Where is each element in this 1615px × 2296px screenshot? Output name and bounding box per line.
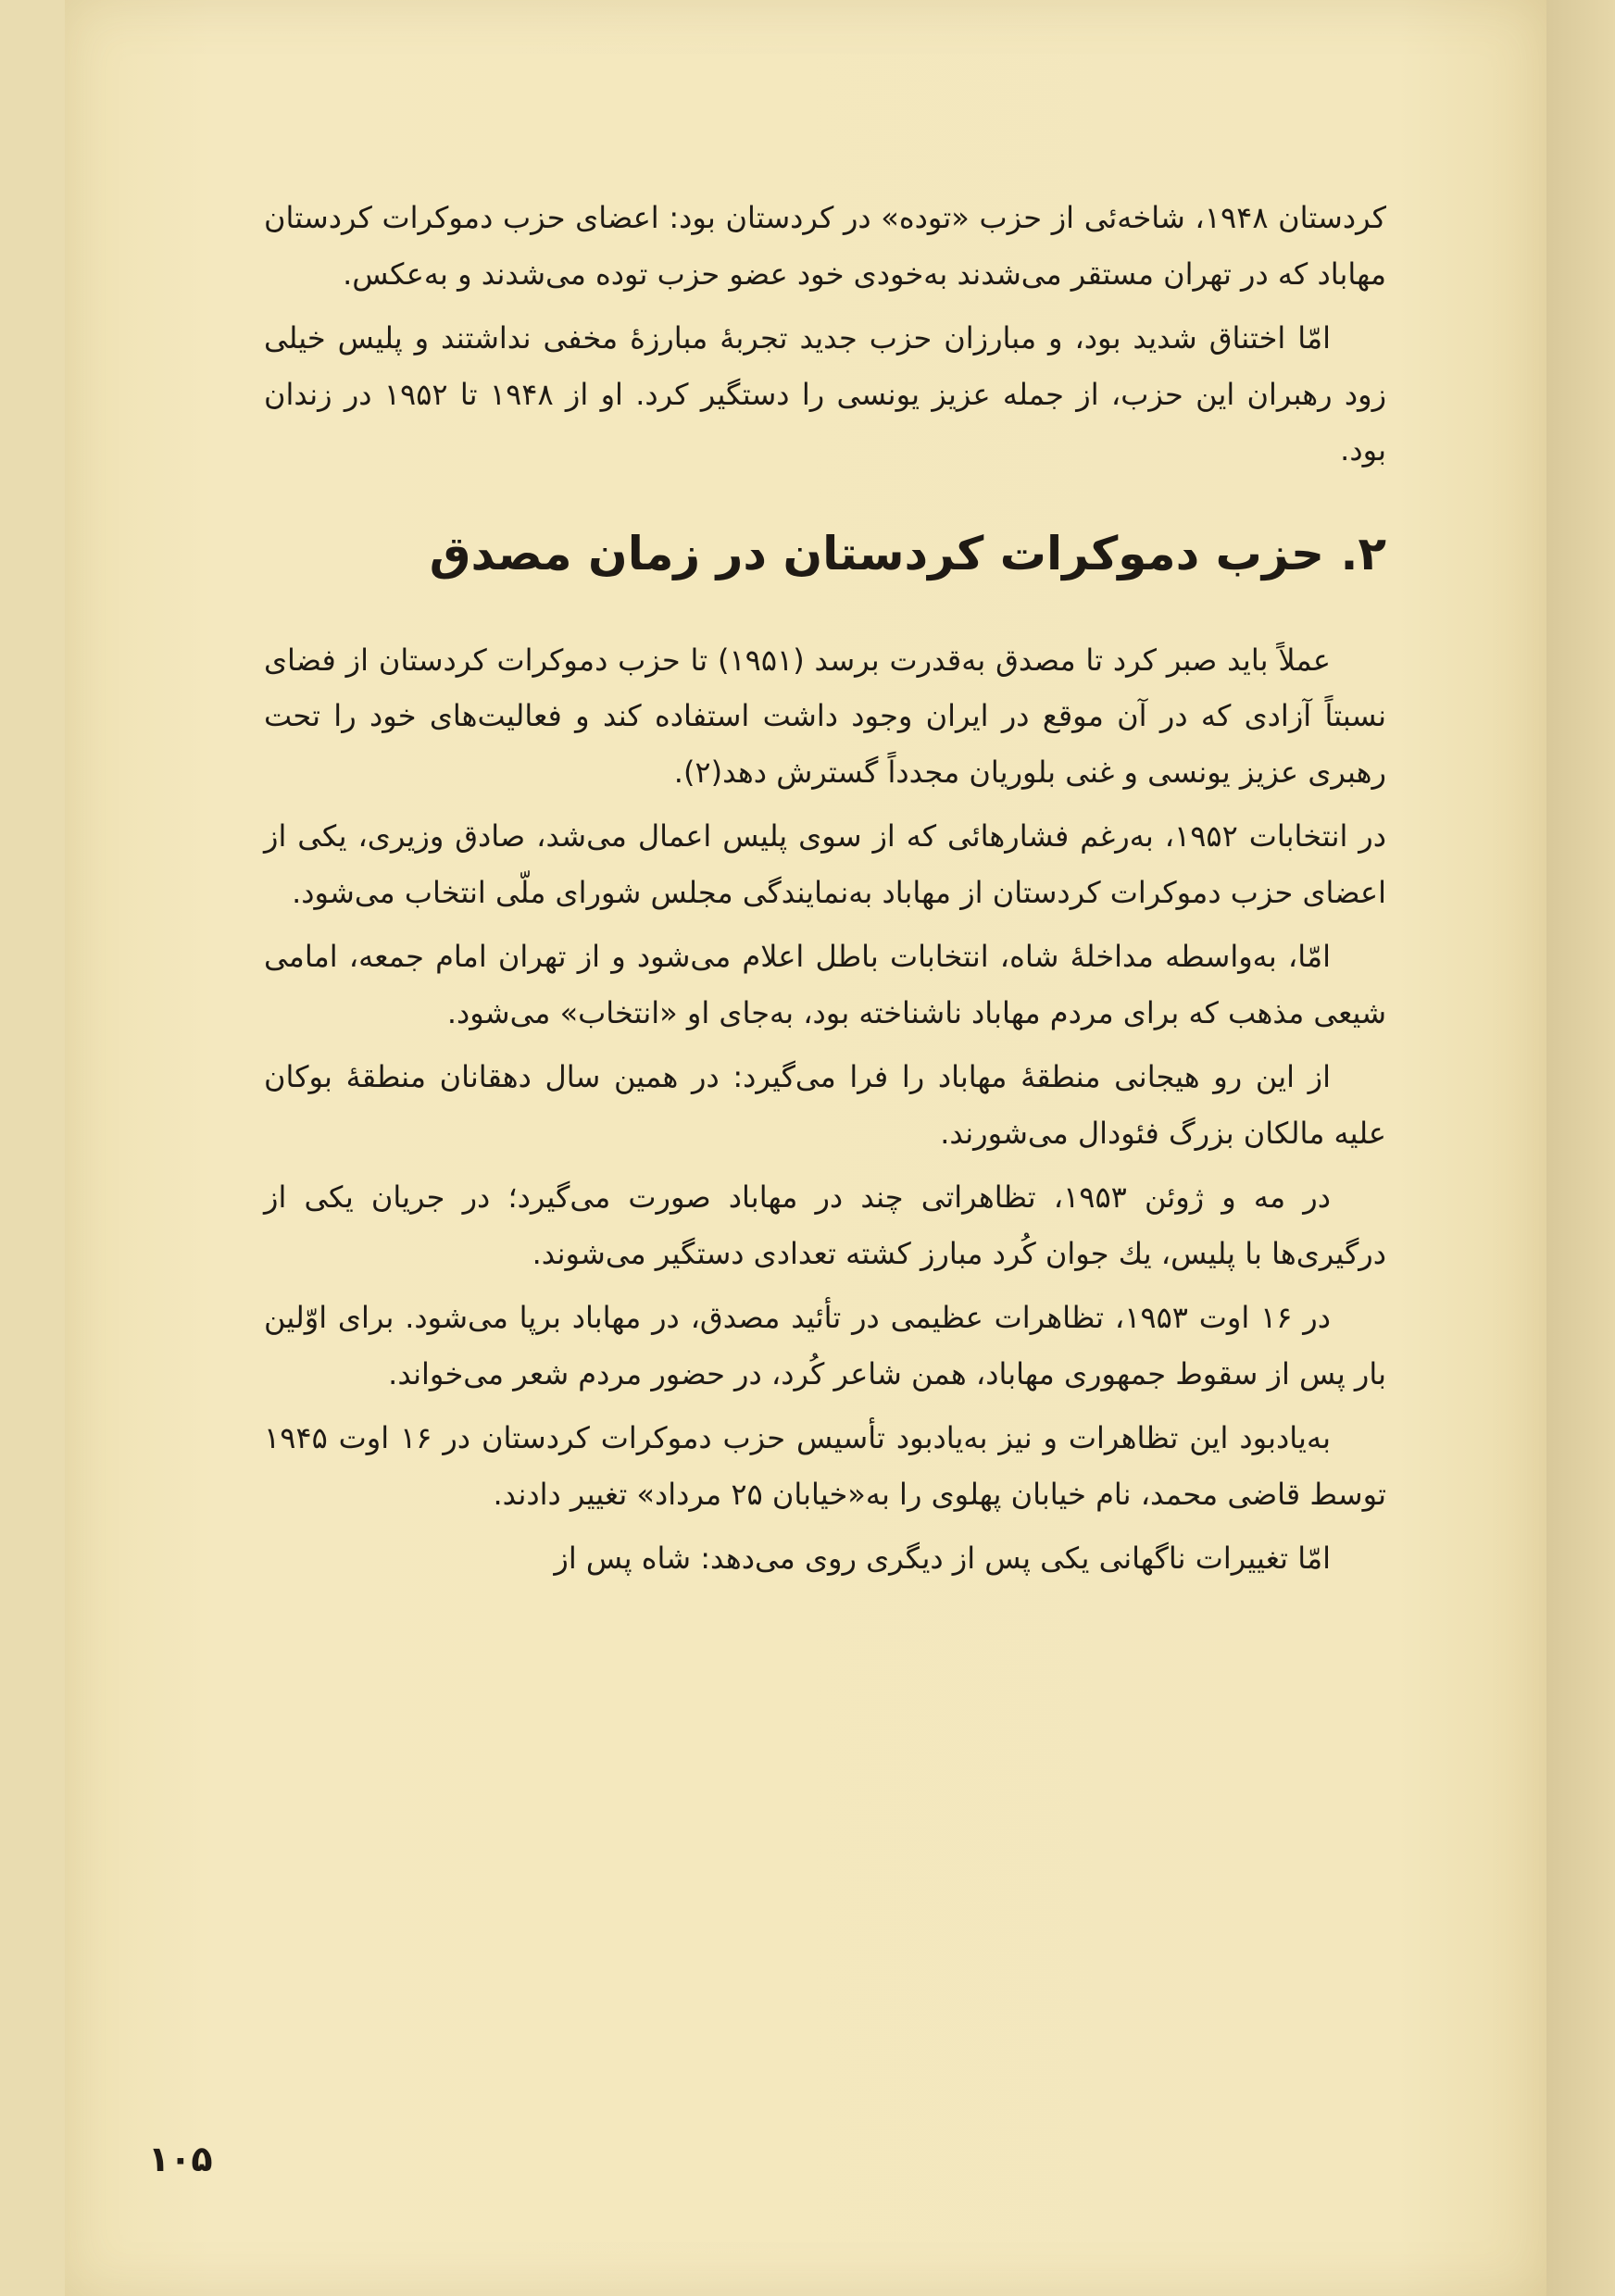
paragraph-8: امّا تغییرات ناگهانی یکی پس از دیگری روی می‌دهد: شاه پس از bbox=[554, 1541, 1331, 1576]
paragraph-5: در مه و ژوئن ۱۹۵۳، تظاهراتی چند در مهاباد صورت می‌گیرد؛ در جریان یکی از درگیری‌ها با پلیس، یك جوان کُرد مبارز کشته تعدادی دستگیر می‌شوند. bbox=[264, 1179, 1386, 1271]
page-number: ۱۰۵ bbox=[148, 2139, 213, 2179]
paragraph-4: از این رو هیجانی منطقهٔ مهاباد را فرا می‌گیرد: در همین سال دهقانان منطقهٔ بوکان علیه مالکان بزرگ فئودال می‌شورند. bbox=[264, 1059, 1386, 1151]
paragraph-2: در انتخابات ۱۹۵۲، به‌رغم فشارهائی که از سوی پلیس اعمال می‌شد، صادق وزیری، یکی از اعضای حزب دموکرات کردستان از مهاباد به‌نمایندگی مجلس شورای ملّی انتخاب می‌شود. bbox=[264, 818, 1387, 910]
section-heading: ۲. حزب دموکرات کردستان در زمان مصدق bbox=[429, 526, 1386, 580]
intro-paragraph-2: امّا اختناق شدید بود، و مبارزان حزب جدید تجربهٔ مبارزهٔ مخفی نداشتند و پلیس خیلی زود رهبران این حزب، از جمله عزیز یونسی را دستگیر کرد. او از ۱۹۴۸ تا ۱۹۵۲ در زندان بود. bbox=[264, 320, 1387, 468]
intro-paragraph-1: کردستان ۱۹۴۸، شاخه‌ئی از حزب «توده» در کردستان بود: اعضای حزب دموکرات کردستان مهاباد که در تهران مستقر می‌شدند به‌خودی خود عضو حزب توده می‌شدند و به‌عکس. bbox=[264, 200, 1387, 292]
page-edge bbox=[1546, 0, 1615, 2296]
paragraph-3: امّا، به‌واسطه مداخلهٔ شاه، انتخابات باطل اعلام می‌شود و از تهران امام جمعه، امامی شیعی مذهب که برای مردم مهاباد ناشناخته بود، به‌جای او «انتخاب» می‌شود. bbox=[264, 939, 1386, 1030]
paragraph-6: در ۱۶ اوت ۱۹۵۳، تظاهرات عظیمی در تأئید مصدق، در مهاباد برپا می‌شود. برای اوّلین بار پس از سقوط جمهوری مهاباد، همن شاعر کُرد، در حضور مردم شعر می‌خواند. bbox=[264, 1300, 1386, 1391]
paragraph-7: به‌یادبود این تظاهرات و نیز به‌یادبود تأسیس حزب دموکرات کردستان در ۱۶ اوت ۱۹۴۵ توسط قاضی محمد، نام خیابان پهلوی را به«خیابان ۲۵ مرداد» تغییر دادند. bbox=[264, 1420, 1386, 1512]
paragraph-1: عملاً باید صبر کرد تا مصدق به‌قدرت برسد (۱۹۵۱) تا حزب دموکرات کردستان از فضای نسبتاً آزادی که در آن موقع در ایران وجود داشت استفاده کند و فعالیت‌های خود را تحت رهبری عزیز یونسی و غنی بلوریان مجدداً گسترش دهد(۲). bbox=[264, 642, 1386, 790]
page-body bbox=[264, 190, 1386, 1595]
